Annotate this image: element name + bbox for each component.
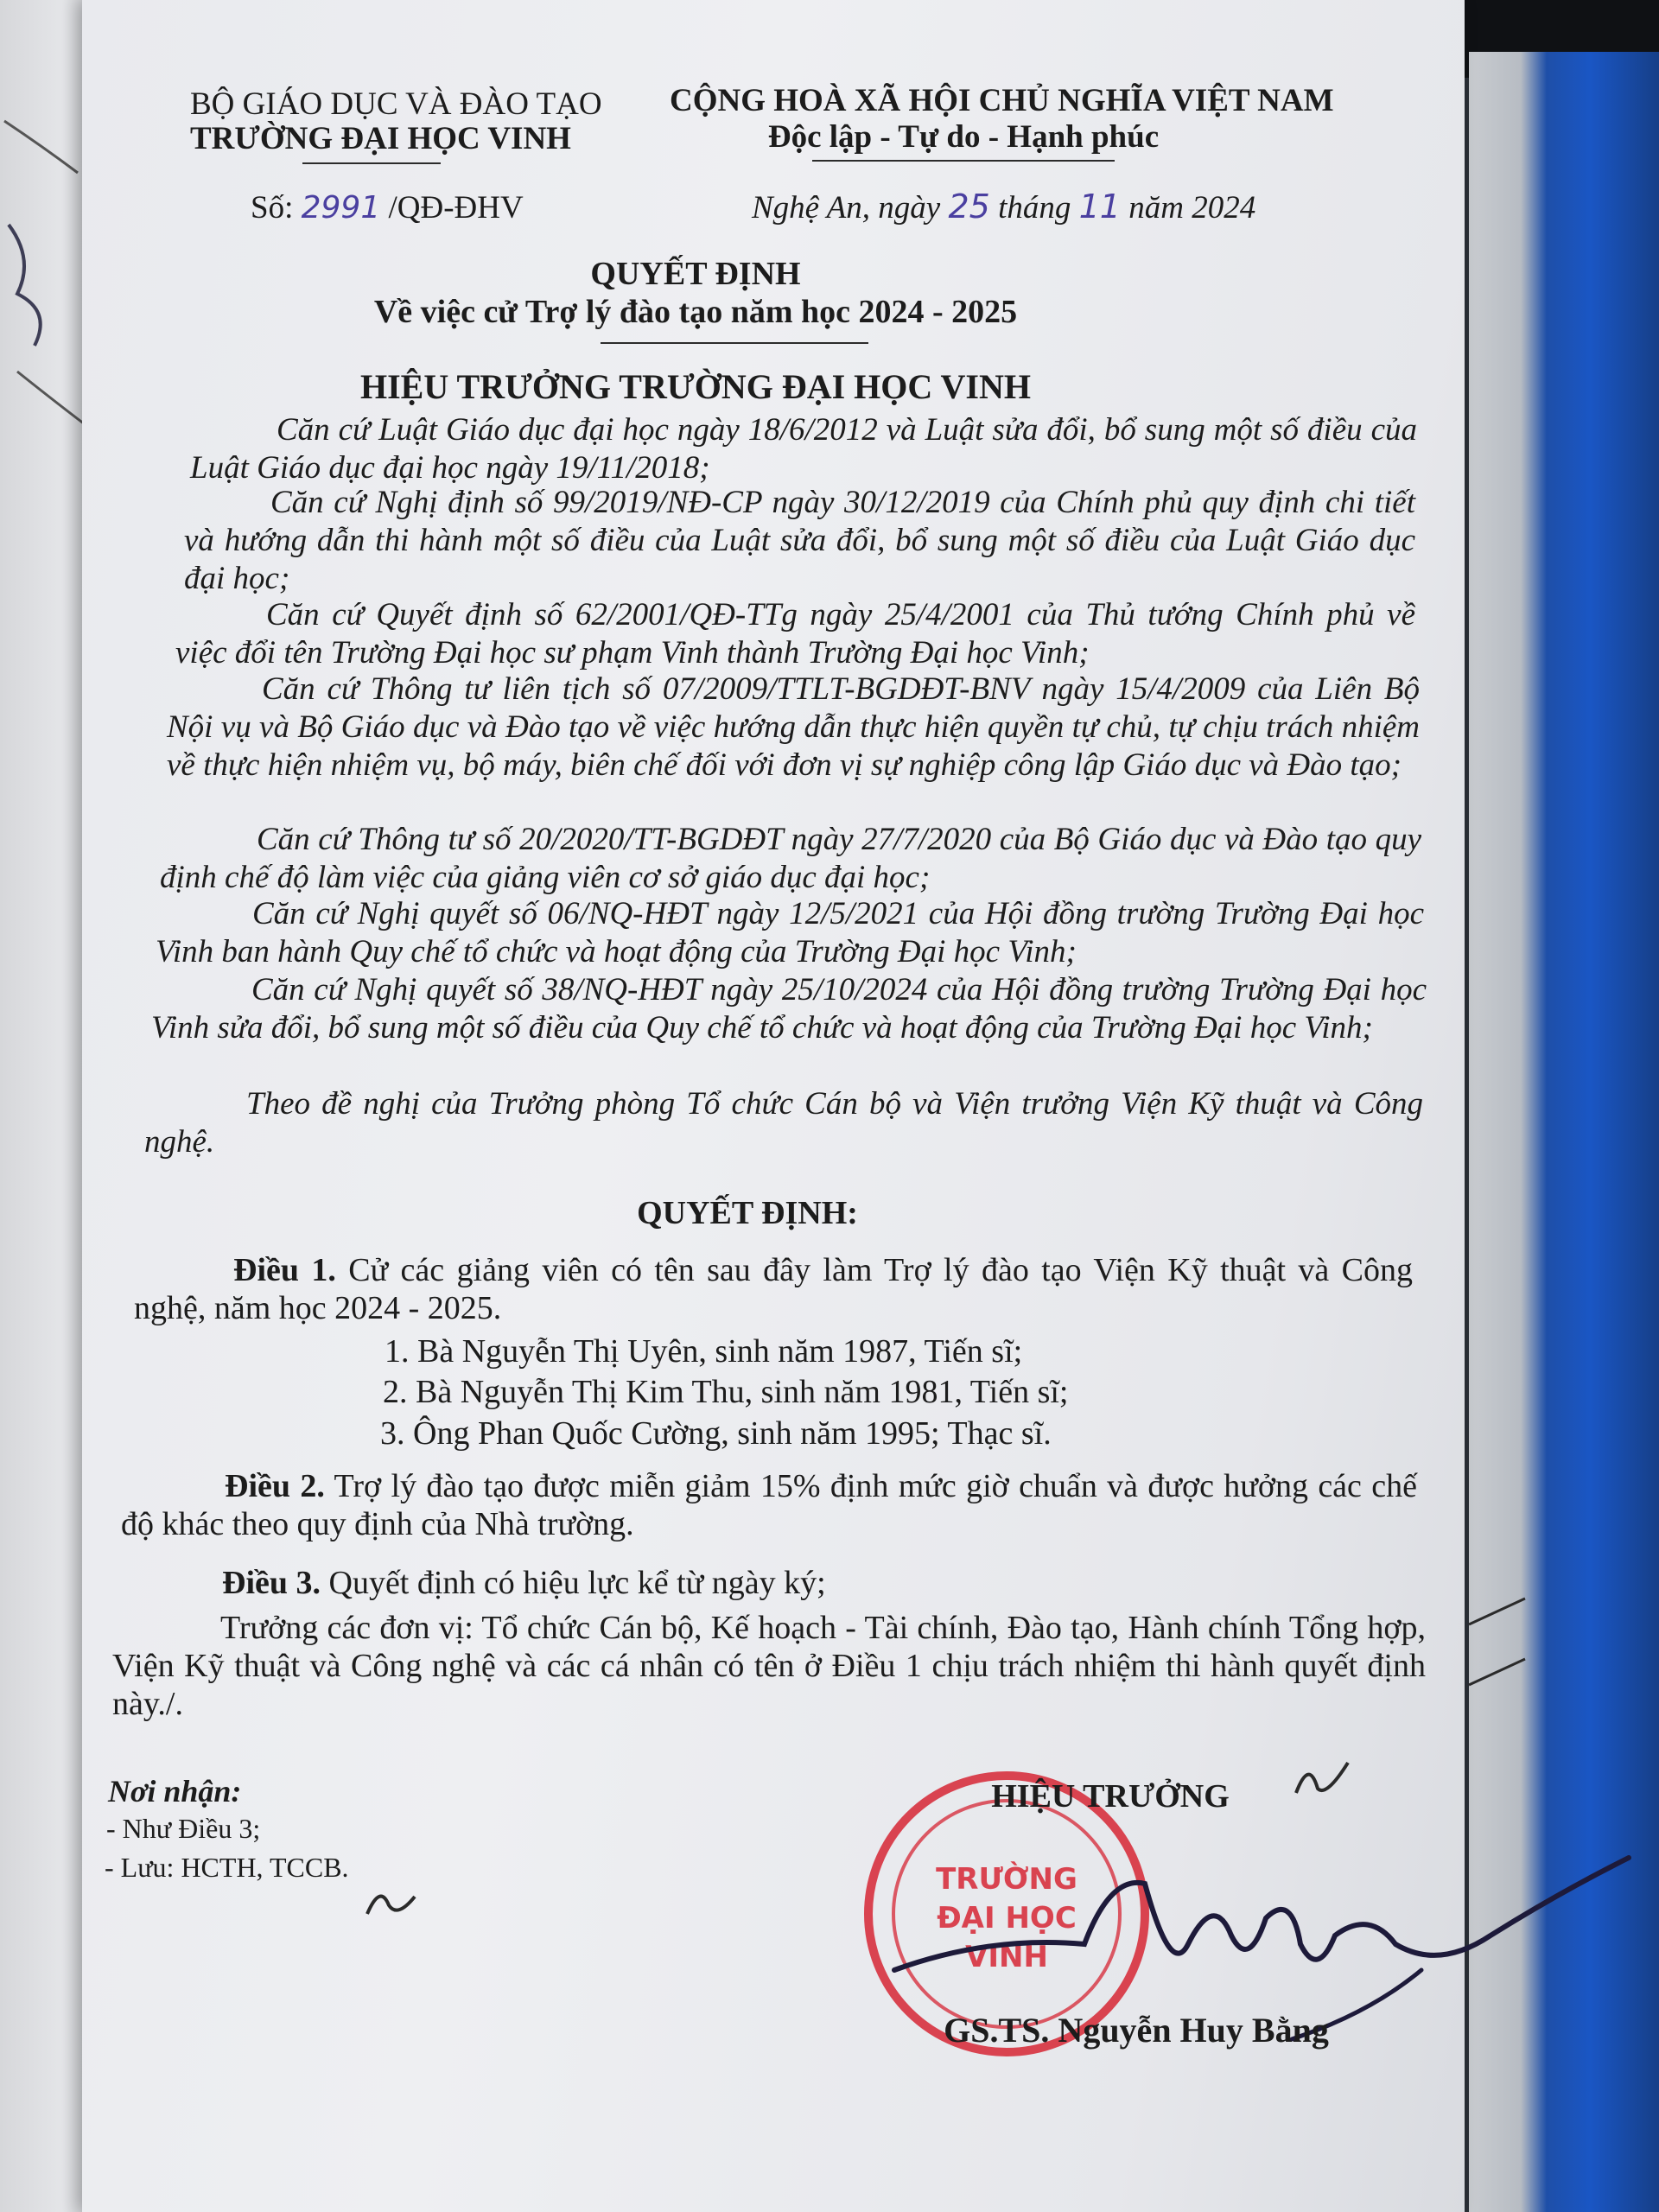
margin-check-marks (1465, 1590, 1534, 1711)
date-prefix: Nghệ An, ngày (752, 190, 941, 226)
number-value: 2991 (301, 190, 381, 226)
recipient-1: - Như Điều 3; (106, 1813, 261, 1844)
university-name: TRƯỜNG ĐẠI HỌC VINH (190, 121, 571, 156)
basis-2: Căn cứ Nghị định số 99/2019/NĐ-CP ngày 30/12/2019 của Chính phủ quy định chi tiết và hướng dẫn thi hành một số điều của Luật sửa đổi, bổ sung một số điều của Luật Giáo dục đại học; (184, 485, 1415, 596)
date-month: 11 (1078, 188, 1121, 226)
article-3-label: Điều 3. (222, 1565, 321, 1601)
article-2-label: Điều 2. (225, 1468, 325, 1504)
article-3 (117, 1564, 1421, 1602)
ministry-name: BỘ GIÁO DỤC VÀ ĐÀO TẠO (190, 86, 602, 122)
initial-mark (359, 1879, 419, 1923)
header-right-rule (812, 160, 1115, 162)
article-3-responsibility: Trưởng các đơn vị: Tổ chức Cán bộ, Kế hoạch - Tài chính, Đào tạo, Hành chính Tổng hợp, Viện Kỹ thuật và Công nghệ và các cá nhân có tên ở Điều 1 chịu trách nhiệm thi hành quyết định này./. (112, 1610, 1426, 1722)
document-subject: Về việc cử Trợ lý đào tạo năm học 2024 - 2025 (373, 294, 1018, 330)
article-1 (134, 1251, 1413, 1327)
recipient-2: - Lưu: HCTH, TCCB. (105, 1852, 349, 1883)
basis-1: Căn cứ Luật Giáo dục đại học ngày 18/6/2012 và Luật sửa đổi, bổ sung một số điều của Luật Giáo dục đại học ngày 19/11/2018; (190, 412, 1417, 486)
basis-7: Căn cứ Nghị quyết số 38/NQ-HĐT ngày 25/10/2024 của Hội đồng trường Trường Đại học Vinh sửa đổi, bổ sung một số điều của Quy chế tổ chức và hoạt động của Trường Đại học Vinh; (151, 972, 1427, 1046)
basis-8: Theo đề nghị của Trưởng phòng Tổ chức Cán bộ và Viện trưởng Viện Kỹ thuật và Công nghệ. (144, 1086, 1423, 1160)
stamp-line-3: VINH (965, 1940, 1048, 1974)
decision-heading: QUYẾT ĐỊNH: (637, 1195, 858, 1231)
authority-title: HIỆU TRƯỞNG TRƯỜNG ĐẠI HỌC VINH (359, 367, 1031, 406)
recipients-label: Nơi nhận: (108, 1774, 242, 1808)
basis-3: Căn cứ Quyết định số 62/2001/QĐ-TTg ngày 25/4/2001 của Thủ tướng Chính phủ về việc đổi tên Trường Đại học sư phạm Vinh thành Trường Đại học Vinh; (175, 597, 1415, 671)
article-1-label: Điều 1. (233, 1252, 336, 1288)
header-left-rule (302, 162, 441, 164)
motto: Độc lập - Tự do - Hạnh phúc (767, 119, 1160, 155)
document-title: QUYẾT ĐỊNH (590, 256, 801, 292)
doc-date (752, 190, 1255, 224)
signer-name: GS.TS. Nguyễn Huy Bằng (944, 2011, 1329, 2050)
basis-5: Căn cứ Thông tư số 20/2020/TT-BGDĐT ngày 27/7/2020 của Bộ Giáo dục và Đào tạo quy định chế độ làm việc của giảng viên cơ sở giáo dục đại học; (160, 822, 1421, 895)
article-3-text: Quyết định có hiệu lực kể từ ngày ký; (328, 1565, 826, 1601)
document-page (82, 0, 1465, 2212)
stamp-line-2: ĐẠI HỌC (937, 1901, 1077, 1936)
country-name: CỘNG HOÀ XÃ HỘI CHỦ NGHĨA VIỆT NAM (670, 83, 1334, 118)
stamp-line-1: TRƯỜNG (936, 1862, 1077, 1897)
date-month-label: tháng (998, 190, 1071, 226)
person-1: 1. Bà Nguyễn Thị Uyên, sinh năm 1987, Tiến sĩ; (385, 1333, 1023, 1370)
number-label: Số: (251, 190, 294, 226)
doc-number (251, 192, 524, 224)
person-2: 2. Bà Nguyễn Thị Kim Thu, sinh năm 1981, Tiến sĩ; (383, 1374, 1069, 1410)
number-suffix: /QĐ-ĐHV (388, 190, 524, 226)
article-1-text: Cử các giảng viên có tên sau đây làm Trợ lý đào tạo Viện Kỹ thuật và Công nghệ, năm học 2024 - 2025. (134, 1252, 1414, 1326)
article-2 (121, 1467, 1417, 1543)
signature-initial-mark (1292, 1758, 1352, 1802)
date-year: năm 2024 (1128, 190, 1256, 226)
basis-4: Căn cứ Thông tư liên tịch số 07/2009/TTLT-BGDĐT-BNV ngày 15/4/2009 của Liên Bộ Nội vụ và Bộ Giáo dục và Đào tạo về việc hướng dẫn thực hiện quyền tự chủ, tự chịu trách nhiệm về thực hiện nhiệm vụ, bộ máy, biên chế đối với đơn vị sự nghiệp công lập Giáo dục và Đào tạo; (167, 671, 1420, 783)
signer-title: HIỆU TRƯỞNG (991, 1778, 1230, 1815)
article-2-text: Trợ lý đào tạo được miễn giảm 15% định mức giờ chuẩn và được hưởng các chế độ khác theo quy định của Nhà trường. (121, 1468, 1417, 1542)
basis-6: Căn cứ Nghị quyết số 06/NQ-HĐT ngày 12/5/2021 của Hội đồng trường Trường Đại học Vinh ban hành Quy chế tổ chức và hoạt động của Trường Đại học Vinh; (156, 896, 1424, 969)
title-rule (601, 342, 868, 344)
date-day: 25 (948, 188, 990, 226)
person-3: 3. Ông Phan Quốc Cường, sinh năm 1995; Thạc sĩ. (380, 1415, 1052, 1452)
